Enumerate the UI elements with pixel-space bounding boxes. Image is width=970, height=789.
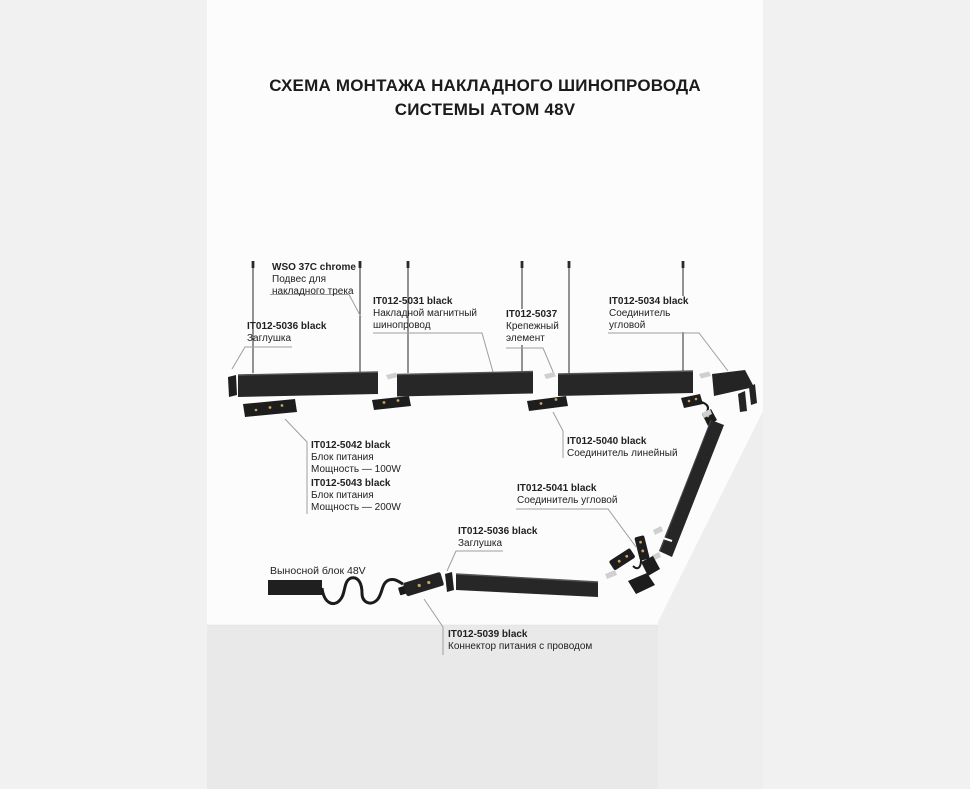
callout-mount [506,309,562,345]
part-desc: Соединитель линейный [567,448,678,459]
callout-power-connector [448,629,592,653]
track-segment-1 [238,372,378,397]
part-code: IT012-5043 black [311,478,391,489]
part-desc: угловой [609,320,646,331]
callout-psu-100 [311,440,401,476]
part-desc: Мощность — 100W [311,464,401,475]
part-code: IT012-5040 black [567,436,647,447]
callout-corner-top [609,296,692,332]
callout-endcap-bottom [458,526,538,550]
wire-tip [521,261,524,268]
wire-tip [407,261,410,268]
part-desc: Блок питания [311,490,374,501]
callout-suspension [272,262,356,298]
part-code: IT012-5036 black [247,321,327,332]
track-segment-2 [397,372,533,397]
part-code: IT012-5031 black [373,296,453,307]
part-code: IT012-5042 black [311,440,391,451]
callout-psu-200 [311,478,401,514]
part-desc: Крепежный [506,321,559,332]
part-desc: Накладной магнитный [373,308,478,319]
callout-track [373,296,477,332]
part-desc: Мощность — 200W [311,502,401,513]
page-title-line1: СХЕМА МОНТАЖА НАКЛАДНОГО ШИНОПРОВОДА [269,76,701,95]
end-cap-left [228,375,237,397]
part-code: IT012-5041 black [517,483,597,494]
part-code: IT012-5037 [506,309,558,320]
part-desc: Заглушка [458,538,503,549]
part-desc: Коннектор питания с проводом [448,641,593,652]
wire-tip [359,261,362,268]
part-code: WSO 37C chrome [272,262,356,273]
track-segment-3 [558,371,693,396]
wire-tip [252,261,255,268]
remote-driver-label: Выносной блок 48V [270,565,366,577]
part-code: IT012-5034 black [609,296,689,307]
wire-tip [568,261,571,268]
part-desc: накладного трека [272,286,354,297]
page-title-line2: СИСТЕМЫ АТОМ 48V [394,100,576,119]
part-desc: Подвес для [272,274,326,285]
part-code: IT012-5036 black [458,526,538,537]
callout-endcap-top [247,321,327,345]
part-desc: Соединитель [609,308,671,319]
part-desc: шинопровод [373,320,431,331]
remote-driver-box [268,580,322,595]
part-desc: Блок питания [311,452,374,463]
callout-corner-bottom [517,483,617,507]
wire-tip [682,261,685,268]
part-desc: элемент [506,333,545,344]
part-code: IT012-5039 black [448,629,528,640]
page-title [207,74,763,122]
part-desc: Заглушка [247,333,292,344]
part-desc: Соединитель угловой [517,495,618,506]
callout-linear [567,436,678,460]
